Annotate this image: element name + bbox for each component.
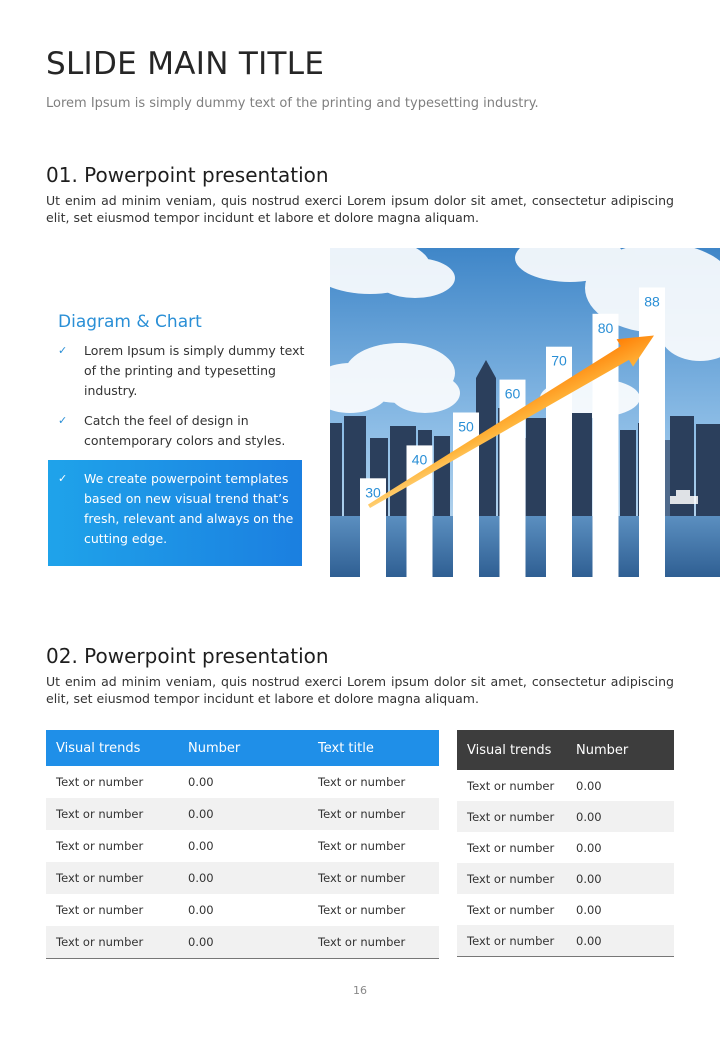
table-cell: Text or number [308,798,439,830]
table-header-row [46,730,439,766]
column-header: Number [566,730,674,770]
bar-chart [330,248,720,577]
chart-data-label: 88 [644,293,660,310]
table-cell: 0.00 [576,840,602,855]
chart-bar [453,413,479,578]
chart-bar [639,287,665,577]
bullet-item-highlighted [58,469,308,549]
column-header: Visual trends [46,730,178,766]
column-header: Number [178,730,308,766]
table-row [46,926,439,959]
table-cell: Text or number [318,775,406,789]
table-cell: Text or number [457,925,566,957]
table-cell: 0.00 [178,798,308,830]
table-cell: Text or number [318,903,406,917]
table-cell: Text or number [46,926,178,959]
chart-data-label: 80 [597,319,614,336]
table-row [46,798,439,830]
data-table-primary [46,730,439,959]
table-cell: Text or number [467,778,555,793]
table-cell: Text or number [56,839,144,853]
table-cell: Text or number [56,903,144,917]
table-row [457,925,674,957]
table-cell: 0.00 [178,926,308,959]
table-cell: 0.00 [576,902,602,917]
data-table-secondary [457,730,674,957]
bullet-item [58,411,308,451]
table-cell: 0.00 [188,775,214,789]
chart-data-label: 50 [458,418,474,435]
table-row [457,832,674,863]
chart-data-label: 40 [411,451,428,468]
table-cell: 0.00 [178,862,308,894]
chart-data-label: 70 [551,352,567,369]
table-cell: 0.00 [576,778,602,793]
chart-data-label: 30 [365,484,381,501]
table-row [457,770,674,801]
bullet-text: We create powerpoint templates based on new visual trend that’s fresh, relevant and always on the cutting edge. [84,471,294,546]
table-cell: Text or number [467,902,555,917]
table-cell: 0.00 [566,863,674,894]
table-cell: Text or number [467,840,555,855]
table-cell: 0.00 [566,801,674,832]
column-header: Text title [308,730,439,766]
table-header-row [457,730,674,770]
section1-title: 01. Powerpoint presentation [46,163,329,187]
table-row [457,894,674,925]
table-cell: 0.00 [188,839,214,853]
section1-body: Ut enim ad minim veniam, quis nostrud exerci Lorem ipsum dolor sit amet, consectetur adipiscing elit, set eiusmod tempor incidunt et labore et dolore magna aliquam. [46,193,674,225]
table-cell: Text or number [308,926,439,959]
page-number: 16 [353,984,367,997]
table-cell: Text or number [46,862,178,894]
table-cell: Text or number [457,863,566,894]
table-cell: Text or number [457,801,566,832]
table-cell: Text or number [308,862,439,894]
table-cell: Text or number [56,775,144,789]
bullet-text: Lorem Ipsum is simply dummy text of the printing and typesetting industry. [84,343,305,398]
table-row [46,894,439,926]
chart-data-label: 60 [504,385,521,402]
table-row [46,862,439,894]
table-cell: 0.00 [188,903,214,917]
check-icon: ✓ [58,414,68,427]
section2-body: Ut enim ad minim veniam, quis nostrud exerci Lorem ipsum dolor sit amet, consectetur adipiscing elit, set eiusmod tempor incidunt et labore et dolore magna aliquam. [46,674,674,706]
diagram-title: Diagram & Chart [58,312,202,332]
page-subtitle: Lorem Ipsum is simply dummy text of the printing and typesetting industry. [46,96,539,111]
table-cell: 0.00 [566,925,674,957]
bullet-item [58,341,308,401]
table-row [46,830,439,862]
check-icon: ✓ [58,472,68,485]
column-header: Visual trends [457,730,566,770]
table-cell: Text or number [318,839,406,853]
table-row [457,863,674,894]
section2-title: 02. Powerpoint presentation [46,644,329,668]
chart-photo [330,248,720,577]
bullet-text: Catch the feel of design in contemporary colors and styles. [84,413,286,448]
table-cell: Text or number [46,798,178,830]
check-icon: ✓ [58,344,68,357]
page-title: SLIDE MAIN TITLE [46,46,325,82]
table-row [457,801,674,832]
table-row [46,766,439,798]
